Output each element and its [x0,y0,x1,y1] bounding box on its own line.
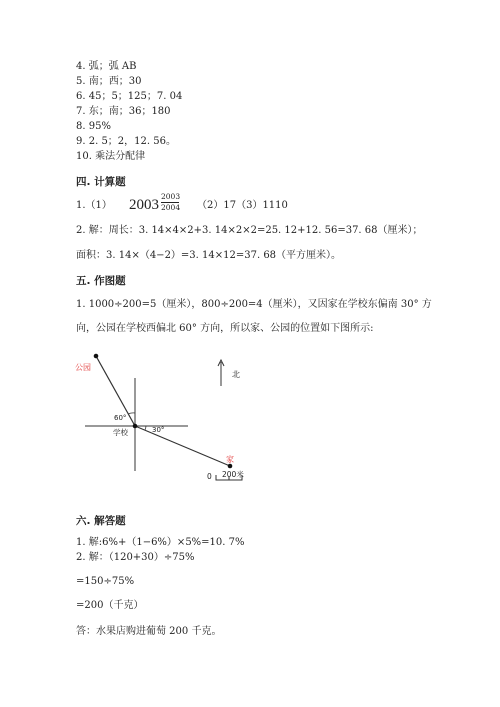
label-home: 家 [226,455,234,464]
solve-q2-answer: 答：水果店购进葡萄 200 千克。 [76,626,222,637]
fraction-denominator: 2004 [161,203,181,212]
label-school: 学校 [113,428,128,437]
fraction-numerator: 2003 [161,192,181,201]
drawing-line-1: 1. 1000÷200=5（厘米），800÷200=4（厘米），又因家在学校东偏南 30° 方 [76,299,432,310]
school-point [133,424,138,429]
label-north: 北 [232,370,240,379]
angle-arc-60 [128,413,135,414]
angle-label-60: 60° [114,414,127,422]
answer-line-8: 8. 95% [76,121,111,132]
solve-q2-step1: =150÷75% [76,576,135,587]
section-title-calc: 四. 计算题 [76,176,126,188]
mixed-number-whole: 2003 [129,197,159,213]
solve-q1: 1. 解:6%+（1−6%）×5%=10. 7% [76,537,245,548]
angle-arc-30 [145,426,146,430]
label-park: 公园 [75,363,91,372]
section-title-drawing: 五. 作图题 [76,275,126,287]
answer-line-5: 5. 南；西；30 [76,76,142,87]
answer-line-9: 9. 2. 5；2，12. 56。 [76,136,176,147]
home-point [228,464,233,469]
calc-q2: 2. 解：周长：3. 14×4×2+3. 14×2×2=25. 12+12. 56=37. 68（厘米）； [76,225,423,236]
scale-zero: 0 [207,472,212,481]
solve-q2-step2: =200（千克） [76,600,144,611]
answer-line-7: 7. 东；南；36；180 [76,106,171,117]
calc-q1-rest: （2）17（3）1110 [197,200,288,211]
angle-label-30: 30° [152,426,165,434]
park-point [94,354,99,359]
school-to-home-line [135,426,230,466]
drawing-line-2: 向，公园在学校西偏北 60° 方向，所以家、公园的位置如下图所示: [76,323,374,334]
scale-label: 200米 [222,470,244,479]
calc-q2-area: 面积：3. 14×（4−2）=3. 14×12=37. 68（平方厘米）。 [76,250,342,261]
solve-q2: 2. 解：（120+30）÷75% [76,552,195,563]
answer-line-4: 4. 弧；弧 AB [76,61,137,72]
answer-line-6: 6. 45；5；125；7. 04 [76,91,183,102]
answer-line-10: 10. 乘法分配律 [76,151,146,162]
section-title-solve: 六. 解答题 [76,515,126,527]
calc-q1-prefix: 1.（1） [76,200,112,211]
